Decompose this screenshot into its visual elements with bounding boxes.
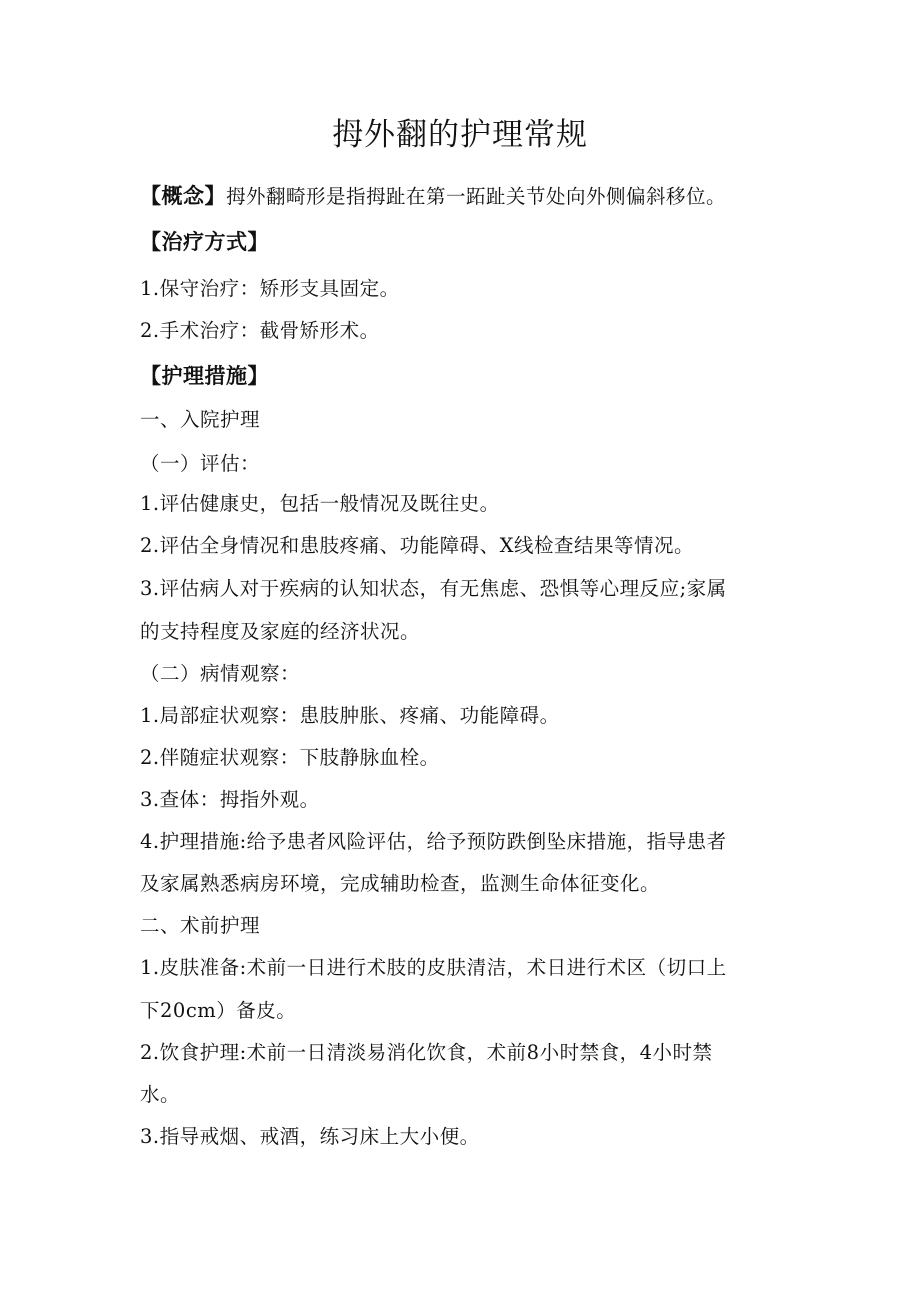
treatment-item: 1.保守治疗：矫形支具固定。 [140, 277, 400, 300]
treatment-heading: 【治疗方式】 [140, 230, 269, 254]
subsection-heading-observation: （二）病情观察： [140, 662, 301, 685]
list-item-continuation: 下20cm）备皮。 [140, 999, 297, 1022]
list-item: 2.伴随症状观察：下肢静脉血栓。 [140, 746, 440, 769]
page-title: 拇外翻的护理常规 [332, 117, 588, 153]
list-item: 4.护理措施:给予患者风险评估，给予预防跌倒坠床措施，指导患者 [140, 830, 727, 853]
subsection-heading-assessment: （一）评估： [140, 452, 261, 475]
list-item: 3.评估病人对于疾病的认知状态，有无焦虑、恐惧等心理反应;家属 [140, 577, 727, 600]
concept-line [140, 181, 800, 212]
list-item-continuation: 的支持程度及家庭的经济状况。 [140, 620, 421, 643]
list-item: 1.评估健康史，包括一般情况及既往史。 [140, 492, 500, 515]
section-heading-preoperative: 二、术前护理 [140, 914, 261, 937]
concept-text: 拇外翻畸形是指拇趾在第一跖趾关节处向外侧偏斜移位。 [226, 185, 727, 208]
list-item: 3.查体：拇指外观。 [140, 788, 320, 811]
list-item: 2.评估全身情况和患肢疼痛、功能障碍、X线检查结果等情况。 [140, 534, 694, 557]
list-item: 1.皮肤准备:术前一日进行术肢的皮肤清洁，术日进行术区（切口上 [140, 956, 727, 979]
list-item: 3.指导戒烟、戒酒，练习床上大小便。 [140, 1125, 480, 1148]
list-item: 2.饮食护理:术前一日清淡易消化饮食，术前8小时禁食，4小时禁 [140, 1041, 713, 1064]
nursing-heading: 【护理措施】 [140, 364, 269, 388]
treatment-item: 2.手术治疗：截骨矫形术。 [140, 319, 380, 342]
list-item: 1.局部症状观察：患肢肿胀、疼痛、功能障碍。 [140, 704, 560, 727]
concept-label: 【概念】 [140, 184, 226, 208]
section-heading-admission: 一、入院护理 [140, 408, 261, 431]
list-item-continuation: 及家属熟悉病房环境，完成辅助检查，监测生命体征变化。 [140, 872, 661, 895]
list-item-continuation: 水。 [140, 1083, 181, 1106]
